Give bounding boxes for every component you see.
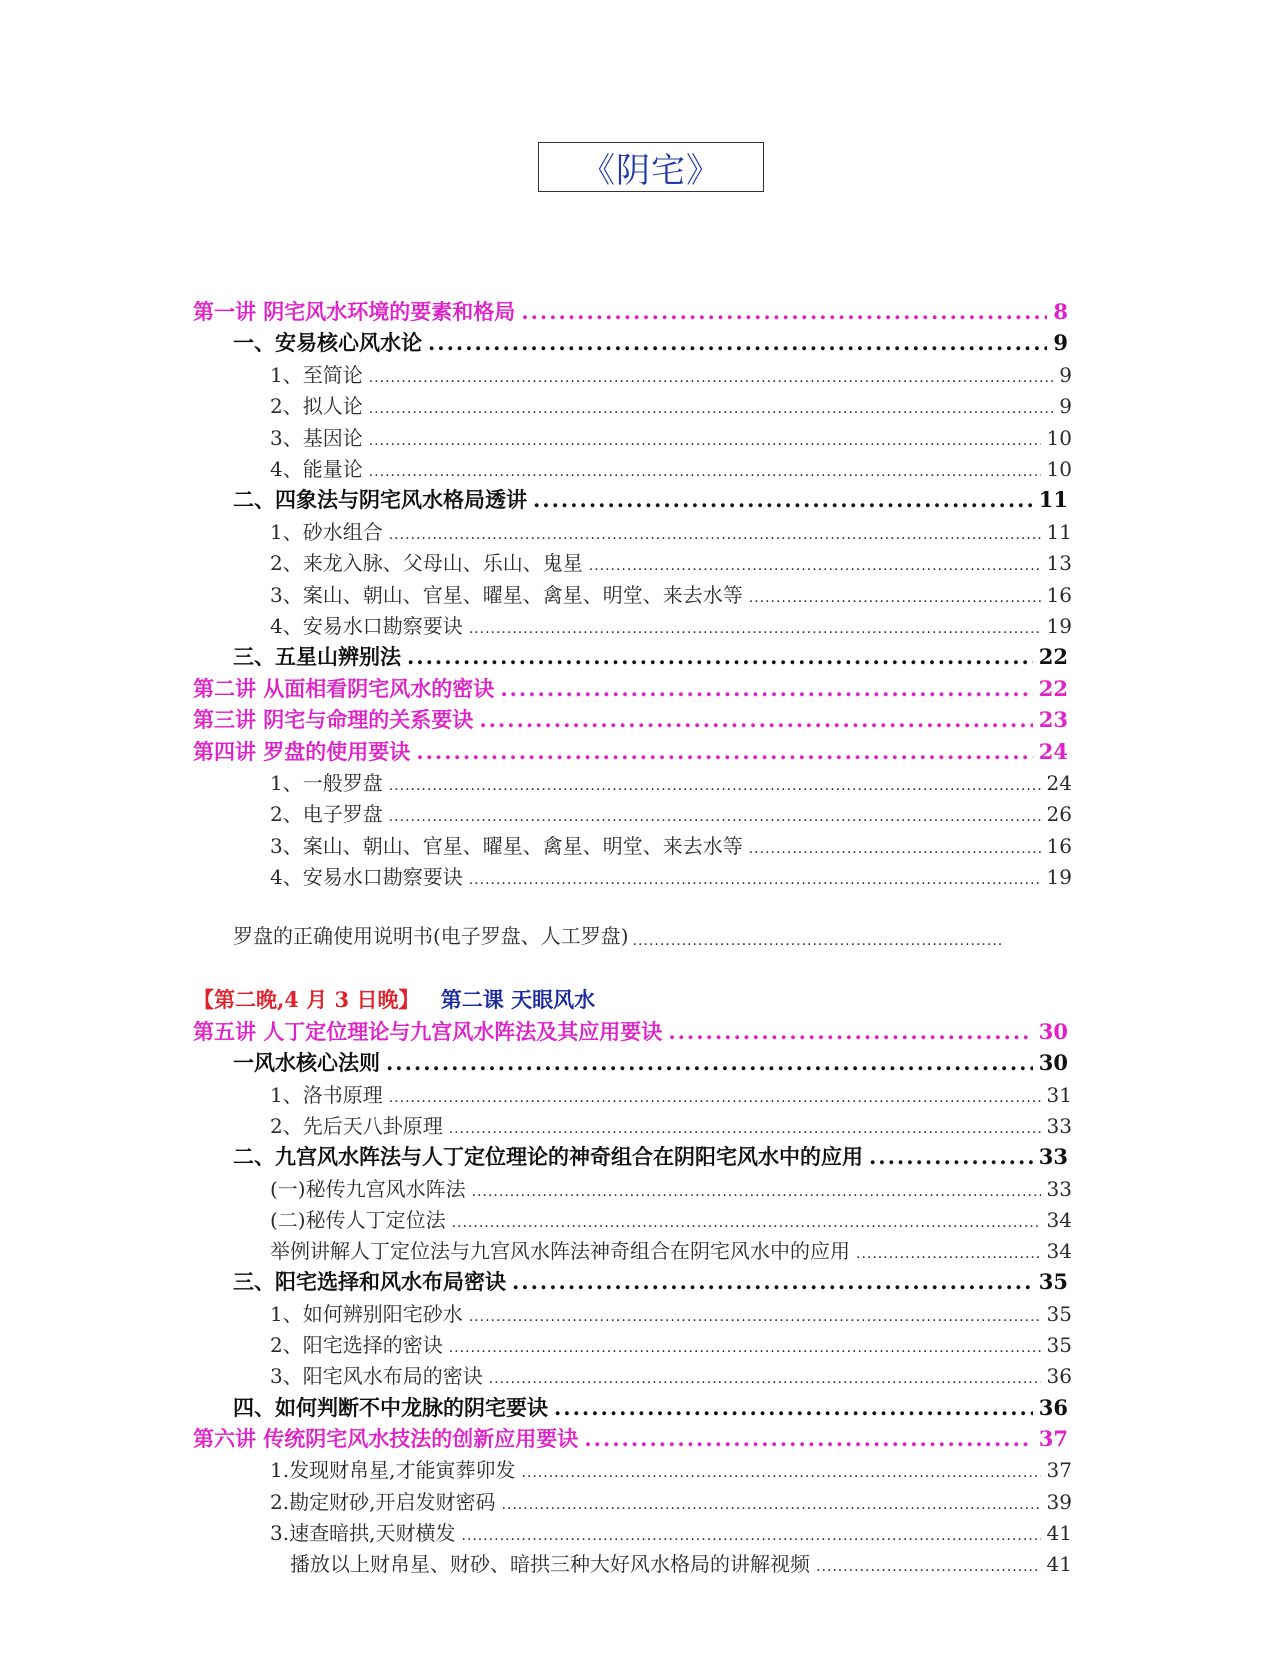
- toc-entry-title: 3、基因论: [270, 425, 363, 450]
- toc-entry-title: 第六讲 传统阴宅风水技法的创新应用要诀: [193, 1425, 579, 1451]
- toc-entry-title: 一、安易核心风水论: [233, 330, 422, 356]
- toc-entry-page: 9: [1053, 330, 1068, 356]
- toc-entry-page: 37: [1038, 1425, 1068, 1451]
- toc-entry-title: 第三讲 阴宅与命理的关系要诀: [193, 707, 474, 733]
- toc-entry-page: 24: [1046, 771, 1072, 795]
- toc-entry: [270, 1517, 1072, 1546]
- toc-entry-page: 22: [1038, 644, 1068, 670]
- toc-entry-title: 二、九宫风水阵法与人丁定位理论的神奇组合在阴阳宅风水中的应用: [233, 1144, 863, 1170]
- document-title: 《阴宅》: [538, 142, 764, 192]
- toc-entry: [270, 422, 1072, 451]
- evening-label: 【第二晚,4 月 3 日晚】: [193, 987, 420, 1012]
- toc-entry-page: 9: [1059, 362, 1072, 387]
- toc-entry: [270, 453, 1072, 482]
- toc-entry-title: 二、四象法与阴宅风水格局透讲: [233, 487, 527, 513]
- toc-entry-page: 34: [1046, 1239, 1072, 1264]
- toc-entry-page: 10: [1046, 425, 1072, 450]
- toc-entry-page: 16: [1046, 582, 1072, 607]
- toc-entry-title: 4、安易水口勘察要诀: [270, 614, 463, 638]
- toc-entry: [233, 1392, 1068, 1422]
- toc-entry-title: 三、阳宅选择和风水布局密诀: [233, 1269, 506, 1295]
- dot-leader: [521, 299, 1047, 324]
- dot-leader: [489, 1371, 1041, 1387]
- compass-manual-text: 罗盘的正确使用说明书(电子罗盘、人工罗盘): [233, 924, 629, 948]
- dot-leader: [869, 1144, 1033, 1169]
- toc-entry: [270, 767, 1072, 796]
- toc-entry-title: 第一讲 阴宅风水环境的要素和格局: [193, 299, 516, 324]
- toc-entry-page: 37: [1046, 1458, 1072, 1483]
- toc-entry: [193, 736, 1068, 766]
- dot-leader: [416, 739, 1032, 764]
- compass-manual-entry: [233, 920, 1001, 949]
- toc-entry: [270, 830, 1072, 859]
- toc-entry-page: 33: [1046, 1113, 1072, 1138]
- toc-entry: [233, 484, 1068, 514]
- dot-leader: [472, 1184, 1041, 1200]
- dot-leader: [533, 487, 1033, 512]
- toc-entry-page: 33: [1046, 1176, 1072, 1201]
- toc-entry-title: (一)秘传九宫风水阵法: [270, 1176, 466, 1201]
- toc-entry-title: 1、砂水组合: [270, 519, 383, 544]
- toc-entry-title: 三、五星山辨别法: [233, 644, 401, 670]
- dot-leader: [633, 933, 1001, 949]
- dot-leader: [369, 433, 1041, 449]
- toc-entry-page: 36: [1046, 1364, 1072, 1389]
- toc-entry-title: 1.发现财帛星,才能寅葬卯发: [270, 1458, 516, 1483]
- toc-entry-page: 22: [1038, 675, 1068, 701]
- dot-leader: [469, 621, 1041, 637]
- dot-leader: [589, 558, 1041, 574]
- toc-entry: [270, 798, 1072, 827]
- toc-entry-title: 四、如何判断不中龙脉的阴宅要诀: [233, 1394, 548, 1420]
- dot-leader: [461, 1528, 1040, 1544]
- toc-entry: [270, 547, 1072, 576]
- toc-entry-title: 3、阳宅风水布局的密诀: [270, 1364, 483, 1389]
- toc-entry: [270, 610, 1072, 639]
- toc-entry: [193, 1016, 1068, 1046]
- toc-entry-page: 39: [1046, 1489, 1072, 1514]
- dot-leader: [469, 872, 1041, 888]
- toc-entry-page: 10: [1046, 457, 1072, 481]
- toc-entry: [233, 1141, 1068, 1171]
- toc-entry-page: 24: [1038, 738, 1068, 764]
- toc-entry: [270, 1110, 1072, 1139]
- toc-entry-title: 一风水核心法则: [233, 1050, 380, 1076]
- dot-leader: [479, 707, 1032, 732]
- dot-leader: [389, 1090, 1041, 1106]
- toc-entry: [193, 1423, 1068, 1453]
- toc-entry: [193, 673, 1068, 703]
- dot-leader: [452, 1215, 1041, 1231]
- toc-entry: [270, 579, 1072, 608]
- toc-entry-title: 3、案山、朝山、官星、曜星、禽星、明堂、来去水等: [270, 833, 743, 858]
- dot-leader: [369, 464, 1041, 480]
- toc-entry: [270, 1298, 1072, 1327]
- toc-entry-title: 1、洛书原理: [270, 1082, 383, 1107]
- toc-entry-page: 23: [1038, 707, 1068, 733]
- toc-entry: [233, 327, 1068, 357]
- evening-heading: [193, 984, 595, 1014]
- toc-entry-title: 播放以上财帛星、财砂、暗拱三种大好风水格局的讲解视频: [290, 1552, 810, 1577]
- dot-leader: [389, 809, 1041, 825]
- dot-leader: [369, 401, 1054, 417]
- toc-entry-page: 16: [1046, 833, 1072, 858]
- toc-entry-page: 35: [1046, 1301, 1072, 1326]
- dot-leader: [521, 1465, 1040, 1481]
- toc-entry: [270, 1235, 1072, 1264]
- toc-entry-title: 2.勘定财砂,开启发财密码: [270, 1489, 496, 1514]
- toc-entry-page: 26: [1046, 802, 1072, 827]
- dot-leader: [816, 1559, 1041, 1575]
- toc-entry: [233, 1266, 1068, 1296]
- dot-leader: [856, 1246, 1041, 1262]
- toc-entry-title: 2、电子罗盘: [270, 802, 383, 827]
- toc-entry: [270, 359, 1072, 388]
- toc-entry-page: 19: [1046, 865, 1072, 890]
- toc-entry-title: 1、如何辨别阳宅砂水: [270, 1301, 463, 1326]
- toc-entry-title: 2、先后天八卦原理: [270, 1113, 443, 1138]
- dot-leader: [386, 1050, 1033, 1075]
- dot-leader: [584, 1426, 1032, 1451]
- toc-entry-page: 31: [1046, 1082, 1072, 1107]
- dot-leader: [668, 1019, 1032, 1044]
- toc-entry: [270, 1360, 1072, 1389]
- dot-leader: [749, 841, 1041, 857]
- dot-leader: [554, 1395, 1033, 1420]
- dot-leader: [449, 1340, 1041, 1356]
- toc-entry-page: 35: [1046, 1333, 1072, 1357]
- toc-entry-page: 9: [1059, 394, 1072, 419]
- toc-entry: [270, 1079, 1072, 1108]
- toc-entry: [290, 1548, 1072, 1577]
- course-label: 第二课 天眼风水: [440, 987, 596, 1012]
- dot-leader: [389, 527, 1041, 543]
- toc-entry-page: 30: [1038, 1019, 1068, 1044]
- toc-entry-title: 4、安易水口勘察要诀: [270, 865, 463, 890]
- toc-entry: [193, 296, 1068, 326]
- toc-entry-page: 34: [1046, 1207, 1072, 1232]
- toc-entry-title: 第五讲 人丁定位理论与九宫风水阵法及其应用要诀: [193, 1019, 663, 1044]
- toc-entry-page: 13: [1046, 551, 1072, 576]
- toc-entry-title: 举例讲解人丁定位法与九宫风水阵法神奇组合在阴宅风水中的应用: [270, 1239, 850, 1264]
- dot-leader: [449, 1121, 1041, 1137]
- toc-entry-page: 35: [1038, 1269, 1068, 1295]
- toc-entry-title: (二)秘传人丁定位法: [270, 1207, 446, 1232]
- toc-entry-page: 33: [1038, 1144, 1068, 1170]
- toc-entry: [193, 704, 1068, 734]
- toc-entry-page: 41: [1046, 1552, 1072, 1577]
- dot-leader: [389, 778, 1041, 794]
- toc-entry-title: 2、拟人论: [270, 394, 363, 419]
- dot-leader: [512, 1269, 1033, 1294]
- toc-entry: [270, 1486, 1072, 1515]
- toc-entry: [270, 516, 1072, 545]
- toc-entry-page: 19: [1046, 614, 1072, 638]
- toc-entry-title: 4、能量论: [270, 457, 363, 481]
- toc-entry: [233, 641, 1068, 671]
- toc-entry-title: 3.速查暗拱,天财横发: [270, 1520, 456, 1545]
- toc-entry: [270, 1329, 1072, 1358]
- toc-entry-page: 30: [1038, 1050, 1068, 1076]
- dot-leader: [469, 1309, 1041, 1325]
- dot-leader: [501, 1497, 1040, 1513]
- toc-entry: [270, 861, 1072, 890]
- dot-leader: [749, 590, 1041, 606]
- toc-entry-title: 第二讲 从面相看阴宅风水的密诀: [193, 675, 495, 701]
- toc-entry-title: 2、阳宅选择的密诀: [270, 1333, 443, 1357]
- toc-entry: [270, 1454, 1072, 1483]
- toc-entry-page: 11: [1046, 519, 1072, 544]
- toc-entry-title: 第四讲 罗盘的使用要诀: [193, 738, 411, 764]
- toc-entry-title: 1、至简论: [270, 362, 363, 387]
- dot-leader: [369, 370, 1054, 386]
- dot-leader: [407, 644, 1033, 669]
- toc-entry-title: 1、一般罗盘: [270, 771, 383, 795]
- toc-entry-page: 41: [1046, 1520, 1072, 1545]
- toc-entry: [270, 1173, 1072, 1202]
- toc-entry: [270, 1204, 1072, 1233]
- dot-leader: [500, 676, 1032, 701]
- toc-entry-title: 3、案山、朝山、官星、曜星、禽星、明堂、来去水等: [270, 582, 743, 607]
- toc-entry: [270, 390, 1072, 419]
- dot-leader: [428, 330, 1047, 355]
- toc-entry-page: 11: [1038, 487, 1068, 513]
- toc-entry: [233, 1047, 1068, 1077]
- toc-entry-title: 2、来龙入脉、父母山、乐山、鬼星: [270, 551, 583, 576]
- toc-entry-page: 36: [1038, 1394, 1068, 1420]
- toc-entry-page: 8: [1053, 299, 1068, 324]
